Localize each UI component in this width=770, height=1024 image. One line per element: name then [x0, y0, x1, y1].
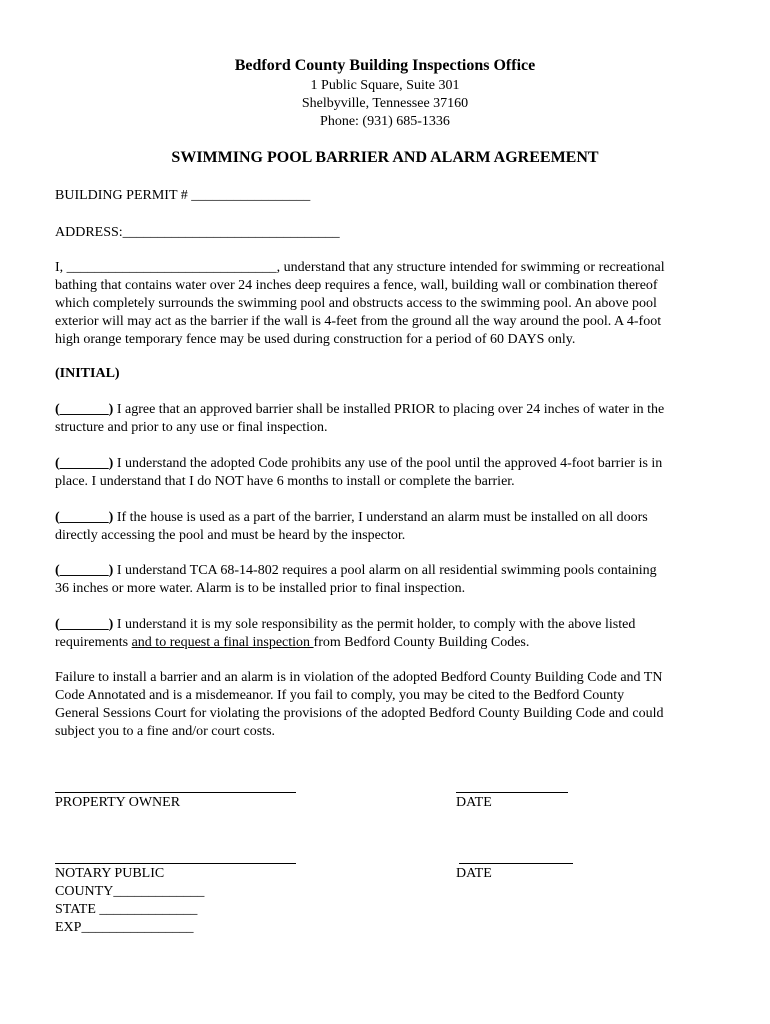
county-field: COUNTY_____________	[55, 884, 205, 899]
intro-line: exterior will may act as the barrier if the wall is 4-feet from the ground all the way around the pool. A 4-foot	[55, 314, 662, 329]
initial-item-4	[55, 562, 723, 598]
initial-blank[interactable]: (_______)	[55, 402, 114, 417]
item-text: If the house is used as a part of the barrier, I understand an alarm must be installed on all doors	[116, 510, 648, 525]
item-text: I understand TCA 68-14-802 requires a pool alarm on all residential swimming pools containing	[116, 563, 657, 578]
initial-item-2	[55, 455, 723, 491]
underlined-text: and to request a final inspection	[131, 635, 314, 650]
owner-date-line[interactable]	[456, 792, 568, 793]
office-address-line-1: 1 Public Square, Suite 301	[310, 78, 460, 93]
owner-signature-line[interactable]	[55, 792, 296, 793]
warning-line: Code Annotated and is a misdemeanor. If you fail to comply, you may be cited to the Bedford County	[55, 688, 625, 703]
item-text: place. I understand that I do NOT have 6 months to install or complete the barrier.	[55, 474, 515, 489]
intro-line: bathing that contains water over 24 inches deep requires a fence, wall, building wall or combination thereof	[55, 278, 658, 293]
item-text: from Bedford County Building Codes.	[313, 635, 530, 650]
intro-line: high orange temporary fence may be used during construction for a period of 60 DAYS only.	[55, 332, 576, 347]
office-address-line-2: Shelbyville, Tennessee 37160	[301, 96, 469, 111]
notary-public-label: NOTARY PUBLIC	[55, 866, 165, 881]
property-owner-label: PROPERTY OWNER	[55, 795, 181, 810]
initial-item-3	[55, 509, 723, 545]
warning-line: subject you to a fine and/or court costs.	[55, 724, 276, 739]
initial-item-5	[55, 616, 723, 652]
address-field: ADDRESS:_______________________________	[55, 225, 340, 240]
initial-blank[interactable]: (_______)	[55, 510, 114, 525]
notary-date-line[interactable]	[459, 863, 573, 864]
initial-blank[interactable]: (_______)	[55, 456, 114, 471]
office-name: Bedford County Building Inspections Office	[234, 57, 536, 74]
intro-line: which completely surrounds the swimming pool and obstructs access to the swimming pool. An above pool	[55, 296, 657, 311]
item-text: I understand the adopted Code prohibits any use of the pool until the approved 4-foot barrier is in	[116, 456, 663, 471]
initial-blank[interactable]: (_______)	[55, 563, 114, 578]
document-title: SWIMMING POOL BARRIER AND ALARM AGREEMENT	[171, 149, 599, 166]
initial-blank[interactable]: (_______)	[55, 617, 114, 632]
intro-line: I, ______________________________, understand that any structure intended for swimming or recreational	[55, 260, 665, 275]
exp-field: EXP________________	[55, 920, 194, 935]
item-text: 36 inches or more water. Alarm is to be installed prior to final inspection.	[55, 581, 466, 596]
item-text: directly accessing the pool and must be heard by the inspector.	[55, 528, 406, 543]
state-field: STATE ______________	[55, 902, 198, 917]
initial-heading: (INITIAL)	[55, 366, 120, 381]
item-text: requirements	[55, 635, 132, 650]
date-label-1: DATE	[456, 795, 492, 810]
notary-signature-line[interactable]	[55, 863, 296, 864]
building-permit-field: BUILDING PERMIT # _________________	[55, 188, 311, 203]
warning-line: General Sessions Court for violating the provisions of the adopted Bedford County Building Code and could	[55, 706, 664, 721]
item-text: structure and prior to any use or final inspection.	[55, 420, 328, 435]
intro-paragraph	[55, 259, 717, 349]
office-phone: Phone: (931) 685-1336	[320, 114, 450, 129]
warning-line: Failure to install a barrier and an alarm is in violation of the adopted Bedford County Building Code and TN	[55, 670, 663, 685]
date-label-2: DATE	[456, 866, 492, 881]
initial-item-1	[55, 401, 723, 437]
item-text: I agree that an approved barrier shall be installed PRIOR to placing over 24 inches of water in the	[116, 402, 665, 417]
item-text: I understand it is my sole responsibility as the permit holder, to comply with the above listed	[116, 617, 636, 632]
warning-paragraph	[55, 669, 717, 741]
